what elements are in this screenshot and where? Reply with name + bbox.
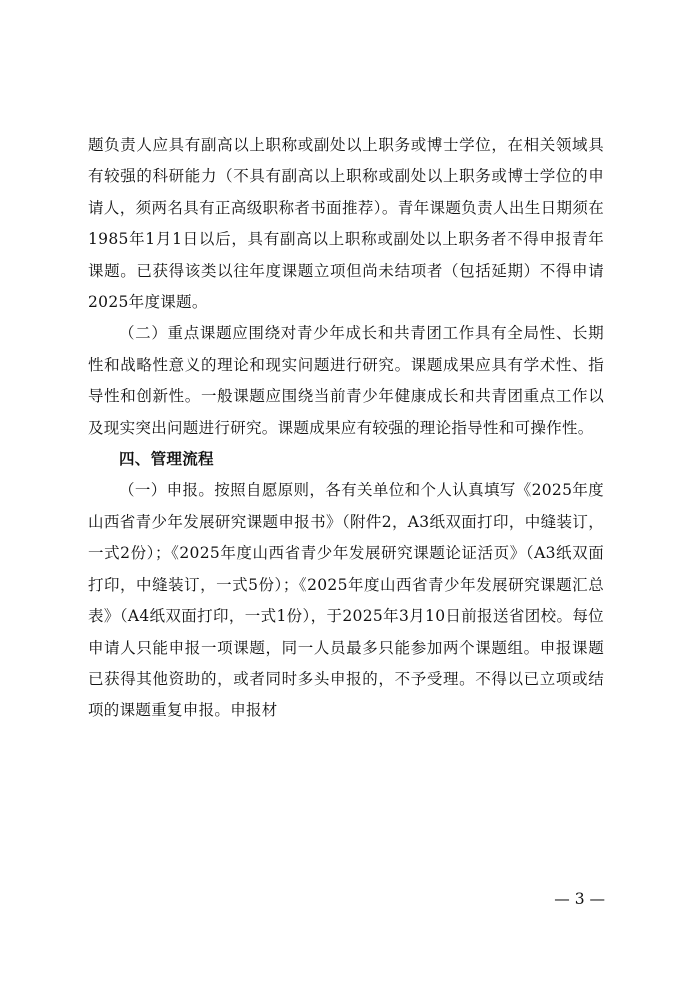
page-number: — 3 — xyxy=(554,890,605,908)
section-heading-management-process: 四、管理流程 xyxy=(119,450,214,469)
document-body xyxy=(88,130,604,727)
paragraph-key-topics: （二）重点课题应围绕对青少年成长和共青团工作具有全局性、长期性和战略性意义的理论和现实问题进行研究。课题成果应具有学术性、指导性和创新性。一般课题应围绕当前青少年健康成长和共青团重点工作以及现实突出问题进行研究。课题成果应有较强的理论指导性和可操作性。 xyxy=(88,324,604,437)
paragraph-application: （一）申报。按照自愿原则，各有关单位和个人认真填写《2025年度山西省青少年发展研究课题申报书》（附件2，A3纸双面打印，中缝装订，一式2份）；《2025年度山西省青少年发展研究课题论证活页》（A3纸双面打印，中缝装订，一式5份）；《2025年度山西省青少年发展研究课题汇总表》（A4纸双面打印，一式1份），于2025年3月10日前报送省团校。每位申请人只能申报一项课题，同一人员最多只能参加两个课题组。申报课题已获得其他资助的，或者同时多头申报的，不予受理。不得以已立项或结项的课题重复申报。申报材 xyxy=(88,481,604,720)
paragraph-eligibility: 题负责人应具有副高以上职称或副处以上职务或博士学位，在相关领域具有较强的科研能力（不具有副高以上职称或副处以上职务或博士学位的申请人，须两名具有正高级职称者书面推荐）。青年课题负责人出生日期须在1985年1月1日以后，具有副高以上职称或副处以上职务者不得申报青年课题。已获得该类以往年度课题立项但尚未结项者（包括延期）不得申请2025年度课题。 xyxy=(88,136,604,312)
